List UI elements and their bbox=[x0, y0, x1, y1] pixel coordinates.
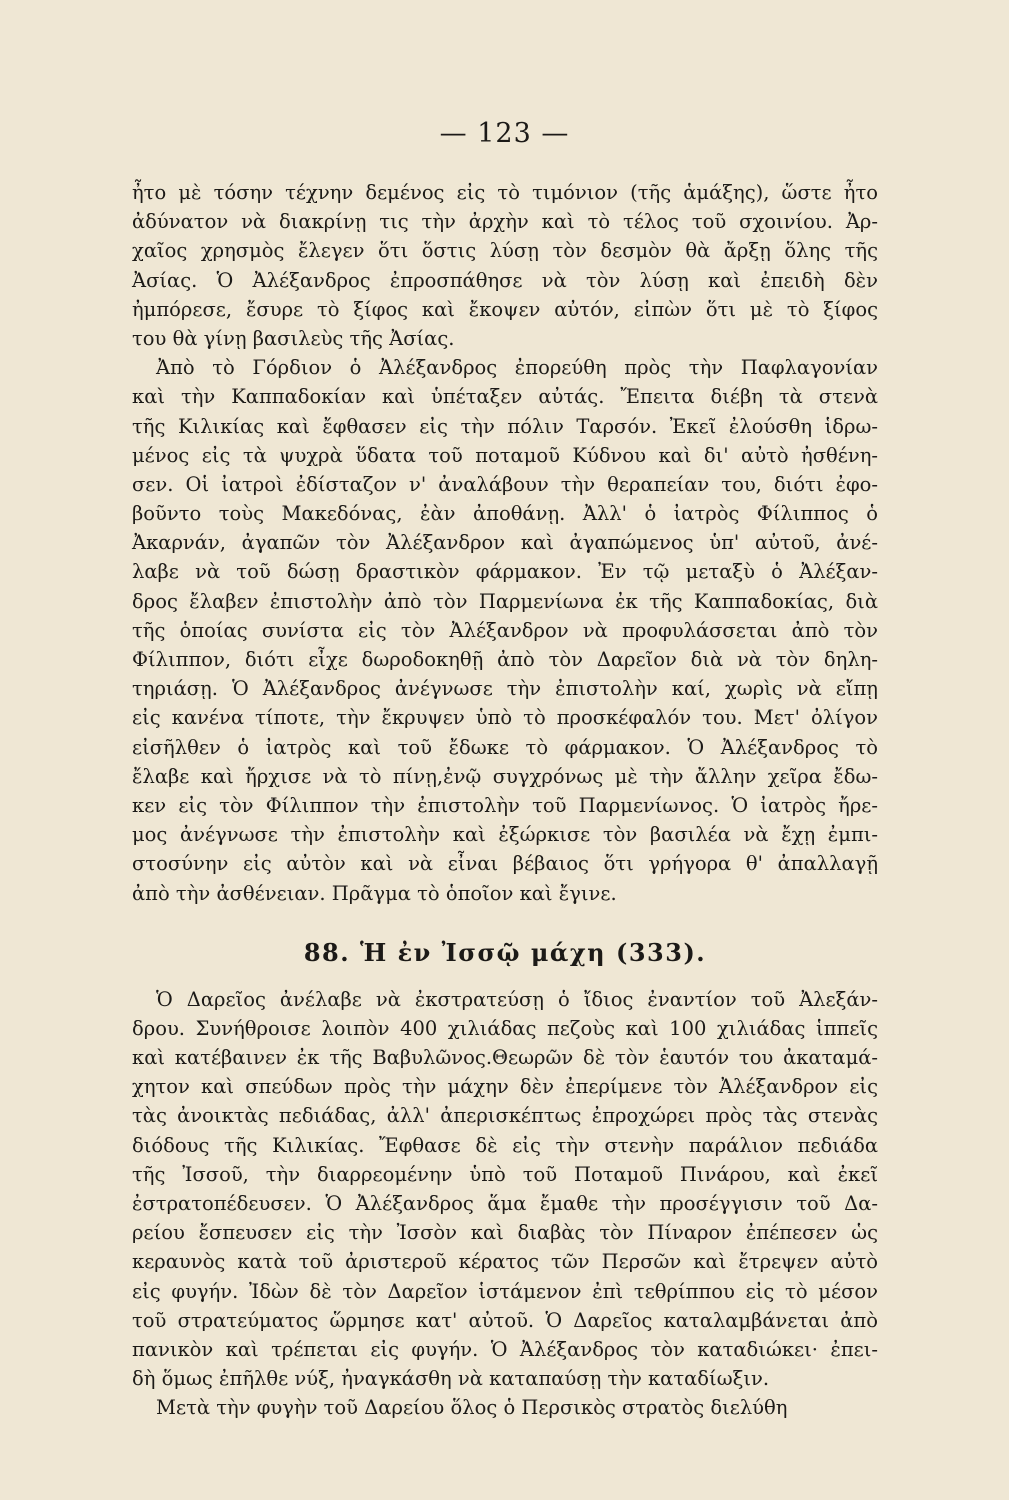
text-line: στοσύνην εἰς αὐτὸν καὶ νὰ εἶναι βέβαιος ὅτι γρήγορα θ' ἀπαλλαγῇ bbox=[132, 852, 878, 876]
body-text bbox=[132, 178, 878, 1423]
text-line: κεραυνὸς κατὰ τοῦ ἀριστεροῦ κέρατος τῶν Περσῶν καὶ ἔτρεψεν αὐτὸ bbox=[132, 1250, 878, 1274]
text-line: ἐστρατοπέδευσεν. Ὁ Ἀλέξανδρος ἅμα ἔμαθε τὴν προσέγγισιν τοῦ Δα- bbox=[132, 1192, 878, 1215]
text-line: λαβε νὰ τοῦ δώσῃ δραστικὸν φάρμακον. Ἐν τῷ μεταξὺ ὁ Ἀλέξαν- bbox=[132, 560, 878, 584]
text-line: ἦτο μὲ τόσην τέχνην δεμένος εἰς τὸ τιμόνιον (τῆς ἁμάξης), ὥστε ἦτο bbox=[132, 181, 878, 204]
text-line: ἠμπόρεσε, ἔσυρε τὸ ξίφος καὶ ἔκοψεν αὐτόν, εἰπὼν ὅτι μὲ τὸ ξίφος bbox=[132, 297, 878, 321]
paragraph bbox=[132, 178, 878, 353]
text-line: πανικὸν καὶ τρέπεται εἰς φυγήν. Ὁ Ἀλέξανδρος τὸν καταδιώκει· ἐπει- bbox=[132, 1337, 878, 1361]
text-line: κεν εἰς τὸν Φίλιππον τὴν ἐπιστολὴν τοῦ Παρμενίωνος. Ὁ ἰατρὸς ἤρε- bbox=[132, 793, 878, 817]
text-line: ἀπὸ τὴν ἀσθένειαν. Πρᾶγμα τὸ ὁποῖον καὶ ἔγινε. bbox=[132, 881, 617, 905]
text-line: τῆς ὁποίας συνίστα εἰς τὸν Ἀλέξανδρον νὰ προφυλάσσεται ἀπὸ τὸν bbox=[132, 618, 878, 642]
text-before-heading bbox=[132, 178, 878, 908]
text-line: καὶ τὴν Καππαδοκίαν καὶ ὑπέταξεν αὐτάς. Ἔπειτα διέβη τὰ στενὰ bbox=[132, 385, 878, 409]
text-line: Ὁ Δαρεῖος ἀνέλαβε νὰ ἐκστρατεύσῃ ὁ ἴδιος ἐναντίον τοῦ Ἀλεξάν- bbox=[156, 987, 878, 1011]
text-line: δρου. Συνήθροισε λοιπὸν 400 χιλιάδας πεζοὺς καὶ 100 χιλιάδας ἱππεῖς bbox=[132, 1016, 878, 1040]
text-line: δρος ἔλαβεν ἐπιστολὴν ἀπὸ τὸν Παρμενίωνα ἐκ τῆς Καππαδοκίας, διὰ bbox=[132, 589, 878, 613]
text-line: εἰς φυγήν. Ἰδὼν δὲ τὸν Δαρεῖον ἱστάμενον ἐπὶ τεθρίππου εἰς τὸ μέσον bbox=[132, 1279, 878, 1303]
text-line: σεν. Οἱ ἰατροὶ ἐδίσταζον ν' ἀναλάβουν τὴν θεραπείαν του, διότι ἐφο- bbox=[132, 472, 878, 496]
text-line: τηριάσῃ. Ὁ Ἀλέξανδρος ἀνέγνωσε τὴν ἐπιστολὴν καί, χωρὶς νὰ εἴπῃ bbox=[132, 677, 878, 701]
paragraph bbox=[132, 353, 878, 908]
text-line: μένος εἰς τὰ ψυχρὰ ὕδατα τοῦ ποταμοῦ Κύδνου καὶ δι' αὐτὸ ἠσθένη- bbox=[132, 443, 878, 467]
text-line: χαῖος χρησμὸς ἔλεγεν ὅτι ὅστις λύσῃ τὸν δεσμὸν θὰ ἄρξῃ ὅλης τῆς bbox=[132, 239, 878, 263]
text-line: Φίλιππον, διότι εἶχε δωροδοκηθῇ ἀπὸ τὸν Δαρεῖον διὰ νὰ τὸν δηλη- bbox=[132, 648, 878, 671]
text-line: Ἀσίας. Ὁ Ἀλέξανδρος ἐπροσπάθησε νὰ τὸν λύσῃ καὶ ἐπειδὴ δὲν bbox=[132, 268, 878, 292]
text-line: του θὰ γίνῃ βασιλεὺς τῆς Ἀσίας. bbox=[132, 326, 455, 350]
section-heading: 88. Ἡ ἐν Ἰσσῷ μάχη (333). bbox=[303, 937, 707, 967]
text-line: εἰς κανένα τίποτε, τὴν ἔκρυψεν ὑπὸ τὸ προσκέφαλόν του. Μετ' ὀλίγον bbox=[132, 706, 878, 730]
text-line: ἔλαβε καὶ ἤρχισε νὰ τὸ πίνῃ,ἐνῷ συγχρόνως μὲ τὴν ἄλλην χεῖρα ἔδω- bbox=[132, 764, 878, 788]
text-line: ἀδύνατον νὰ διακρίνῃ τις τὴν ἀρχὴν καὶ τὸ τέλος τοῦ σχοινίου. Ἀρ- bbox=[132, 210, 878, 234]
text-line: Ἀκαρνάν, ἀγαπῶν τὸν Ἀλέξανδρον καὶ ἀγαπώμενος ὑπ' αὐτοῦ, ἀνέ- bbox=[132, 531, 878, 555]
text-line: τῆς Ἰσσοῦ, τὴν διαρρεομένην ὑπὸ τοῦ Ποταμοῦ Πινάρου, καὶ ἐκεῖ bbox=[132, 1162, 878, 1186]
text-line: ρείου ἔσπευσεν εἰς τὴν Ἰσσὸν καὶ διαβὰς τὸν Πίναρον ἐπέπεσεν ὡς bbox=[132, 1221, 878, 1245]
text-line: χητον καὶ σπεύδων πρὸς τὴν μάχην δὲν ἐπερίμενε τὸν Ἀλέξανδρον εἰς bbox=[132, 1075, 878, 1099]
text-line: τῆς Κιλικίας καὶ ἔφθασεν εἰς τὴν πόλιν Ταρσόν. Ἐκεῖ ἐλούσθη ἱδρω- bbox=[132, 414, 878, 438]
page-number: — 123 — bbox=[439, 118, 570, 149]
paragraph bbox=[132, 985, 878, 1394]
text-line: τοῦ στρατεύματος ὥρμησε κατ' αὐτοῦ. Ὁ Δαρεῖος καταλαμβάνεται ἀπὸ bbox=[132, 1308, 878, 1332]
text-line: εἰσῆλθεν ὁ ἰατρὸς καὶ τοῦ ἔδωκε τὸ φάρμακον. Ὁ Ἀλέξανδρος τὸ bbox=[132, 735, 878, 759]
text-line: καὶ κατέβαινεν ἐκ τῆς Βαβυλῶνος.Θεωρῶν δὲ τὸν ἑαυτόν του ἀκαταμά- bbox=[132, 1046, 878, 1070]
text-line: μος ἀνέγνωσε τὴν ἐπιστολὴν καὶ ἐξώρκισε τὸν βασιλέα νὰ ἔχῃ ἐμπι- bbox=[132, 823, 878, 847]
text-line: τὰς ἀνοικτὰς πεδιάδας, ἀλλ' ἀπερισκέπτως ἐπροχώρει πρὸς τὰς στενὰς bbox=[132, 1104, 878, 1128]
text-line: διόδους τῆς Κιλικίας. Ἔφθασε δὲ εἰς τὴν στενὴν παράλιον πεδιάδα bbox=[132, 1133, 878, 1157]
text-line: βοῦντο τοὺς Μακεδόνας, ἐὰν ἀποθάνῃ. Ἀλλ' ὁ ἰατρὸς Φίλιππος ὁ bbox=[132, 502, 878, 526]
paragraph bbox=[132, 1393, 878, 1422]
text-line: Μετὰ τὴν φυγὴν τοῦ Δαρείου ὅλος ὁ Περσικὸς στρατὸς διελύθη bbox=[156, 1396, 788, 1420]
text-after-heading bbox=[132, 985, 878, 1423]
text-line: δὴ ὅμως ἐπῆλθε νύξ, ἠναγκάσθη νὰ καταπαύσῃ τὴν καταδίωξιν. bbox=[132, 1367, 770, 1391]
text-line: Ἀπὸ τὸ Γόρδιον ὁ Ἀλέξανδρος ἐπορεύθη πρὸς τὴν Παφλαγονίαν bbox=[156, 356, 878, 380]
